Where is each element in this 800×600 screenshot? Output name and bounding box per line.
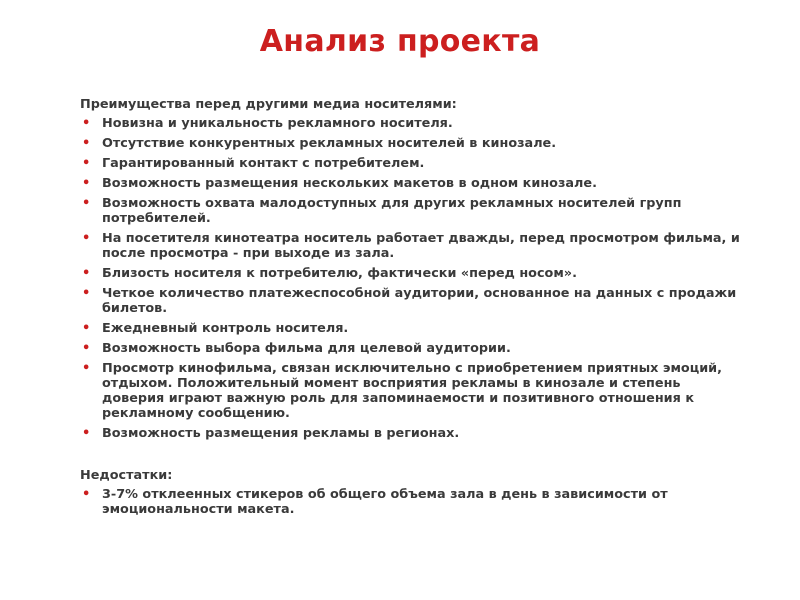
- bullet-icon: •: [82, 176, 91, 191]
- bullet-icon: •: [82, 361, 91, 376]
- list-item: • Возможность размещения нескольких макетов в одном кинозале.: [82, 176, 597, 191]
- slide-content: [80, 97, 740, 522]
- advantages-heading: Преимущества перед другими медиа носителями:: [80, 97, 457, 112]
- bullet-icon: •: [82, 266, 91, 281]
- bullet-icon: •: [82, 426, 91, 441]
- bullet-icon: •: [82, 321, 91, 336]
- list-item: • Возможность охвата малодоступных для других рекламных носителей групп потребителей.: [82, 196, 682, 226]
- bullet-icon: •: [82, 231, 91, 246]
- bullet-icon: •: [82, 196, 91, 211]
- disadvantages-heading: Недостатки:: [80, 468, 173, 483]
- list-item: • Ежедневный контроль носителя.: [82, 321, 349, 336]
- bullet-icon: •: [82, 116, 91, 131]
- bullet-icon: •: [82, 487, 91, 502]
- advantages-list: [80, 116, 740, 441]
- list-item: • Новизна и уникальность рекламного носителя.: [82, 116, 453, 131]
- bullet-icon: •: [82, 156, 91, 171]
- list-item: • Просмотр кинофильма, связан исключительно с приобретением приятных эмоций, отдыхом. Положительный момент восприятия рекламы в кинозале и степень доверия играют важную роль для запоминаемости и позитивного отношения к рекламному сообщению.: [82, 361, 722, 421]
- bullet-icon: •: [82, 341, 91, 356]
- list-item: • Возможность выбора фильма для целевой аудитории.: [82, 341, 511, 356]
- list-item: • Возможность размещения рекламы в регионах.: [82, 426, 460, 441]
- bullet-icon: •: [82, 286, 91, 301]
- disadvantages-list: [80, 487, 740, 517]
- list-item: • Гарантированный контакт с потребителем.: [82, 156, 425, 171]
- list-item: • На посетителя кинотеатра носитель работает дважды, перед просмотром фильма, и после просмотра - при выходе из зала.: [82, 231, 740, 261]
- list-item: • 3-7% отклеенных стикеров об общего объема зала в день в зависимости от эмоциональности макета.: [82, 487, 668, 517]
- section-gap: [80, 446, 740, 468]
- bullet-icon: •: [82, 136, 91, 151]
- list-item: • Четкое количество платежеспособной аудитории, основанное на данных с продажи билетов.: [82, 286, 737, 316]
- list-item: • Отсутствие конкурентных рекламных носителей в кинозале.: [82, 136, 557, 151]
- slide-title: Анализ проекта: [259, 24, 541, 59]
- list-item: • Близость носителя к потребителю, фактически «перед носом».: [82, 266, 577, 281]
